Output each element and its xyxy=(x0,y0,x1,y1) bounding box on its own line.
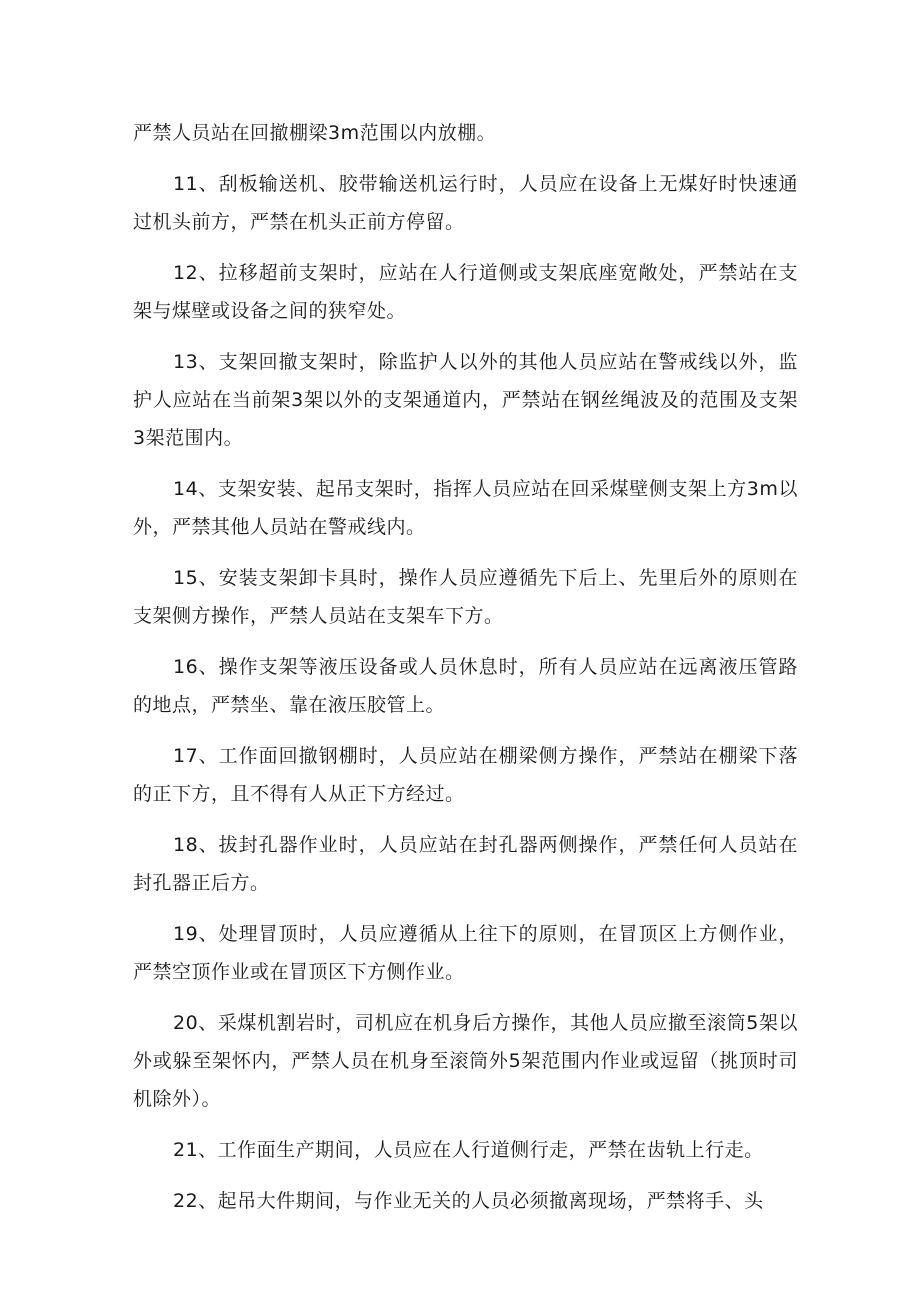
document-body xyxy=(133,114,798,1233)
paragraph-item-16: 16、操作支架等液压设备或人员休息时，所有人员应站在远离液压管路的地点，严禁坐、靠在液压胶管上。 xyxy=(133,656,798,716)
paragraph-item-15: 15、安装支架卸卡具时，操作人员应遵循先下后上、先里后外的原则在支架侧方操作，严禁人员站在支架车下方。 xyxy=(133,567,798,627)
paragraph-item-18: 18、拔封孔器作业时，人员应站在封孔器两侧操作，严禁任何人员站在封孔器正后方。 xyxy=(133,834,798,894)
paragraph-item-14: 14、支架安装、起吊支架时，指挥人员应站在回采煤壁侧支架上方3m以外，严禁其他人员站在警戒线内。 xyxy=(133,478,798,538)
paragraph-continuation: 严禁人员站在回撤棚梁3m范围以内放棚。 xyxy=(133,122,497,144)
paragraph-item-11: 11、刮板输送机、胶带输送机运行时，人员应在设备上无煤好时快速通过机头前方，严禁在机头正前方停留。 xyxy=(133,173,798,233)
paragraph-item-12: 12、拉移超前支架时，应站在人行道侧或支架底座宽敞处，严禁站在支架与煤壁或设备之间的狭窄处。 xyxy=(133,262,798,322)
paragraph-item-17: 17、工作面回撤钢棚时，人员应站在棚梁侧方操作，严禁站在棚梁下落的正下方，且不得有人从正下方经过。 xyxy=(133,745,798,805)
paragraph-item-19: 19、处理冒顶时，人员应遵循从上往下的原则，在冒顶区上方侧作业，严禁空顶作业或在冒顶区下方侧作业。 xyxy=(133,923,798,983)
paragraph-item-20: 20、采煤机割岩时，司机应在机身后方操作，其他人员应撤至滚筒5架以外或躲至架怀内，严禁人员在机身至滚筒外5架范围内作业或逗留（挑顶时司机除外）。 xyxy=(133,1012,798,1110)
paragraph-item-21: 21、工作面生产期间，人员应在人行道侧行走，严禁在齿轨上行走。 xyxy=(173,1139,764,1161)
paragraph-item-22: 22、起吊大件期间，与作业无关的人员必须撤离现场，严禁将手、头 xyxy=(173,1190,764,1212)
paragraph-item-13: 13、支架回撤支架时，除监护人以外的其他人员应站在警戒线以外，监护人应站在当前架3架以外的支架通道内，严禁站在钢丝绳波及的范围及支架3架范围内。 xyxy=(133,351,798,449)
